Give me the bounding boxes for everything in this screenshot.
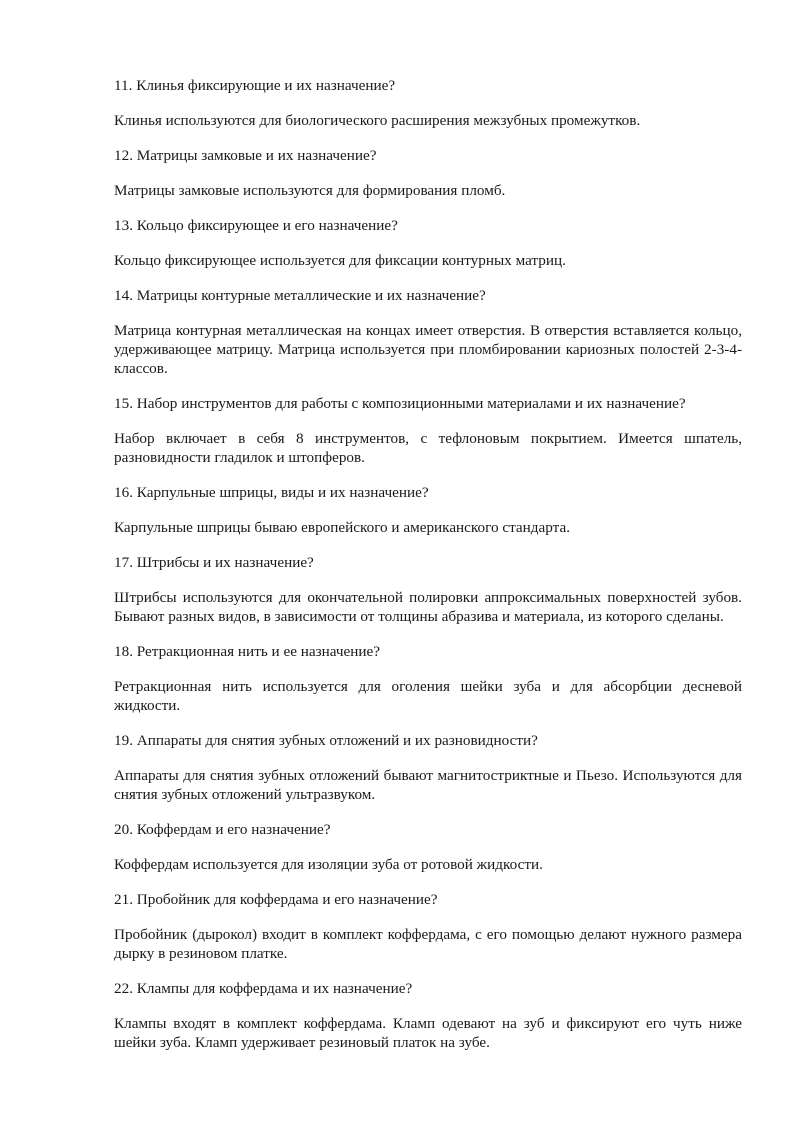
answer-13: Кольцо фиксирующее используется для фиксации контурных матриц. xyxy=(114,252,566,269)
question-19: 19. Аппараты для снятия зубных отложений и их разновидности? xyxy=(114,732,538,749)
answer-21: Пробойник (дырокол) входит в комплект коффердама, с его помощью делают нужного размера дырку в резиновом платке. xyxy=(114,926,742,962)
answer-16: Карпульные шприцы бываю европейского и американского стандарта. xyxy=(114,519,571,536)
answer-15: Набор включает в себя 8 инструментов, с тефлоновым покрытием. Имеется шпатель, разновидности гладилок и штопферов. xyxy=(114,430,742,466)
question-12: 12. Матрицы замковые и их назначение? xyxy=(114,147,377,164)
question-14: 14. Матрицы контурные металлические и их назначение? xyxy=(114,287,486,304)
answer-18: Ретракционная нить используется для оголения шейки зуба и для абсорбции десневой жидкости. xyxy=(114,678,742,714)
question-20: 20. Коффердам и его назначение? xyxy=(114,821,331,838)
answer-20: Коффердам используется для изоляции зуба от ротовой жидкости. xyxy=(114,856,543,873)
question-11: 11. Клинья фиксирующие и их назначение? xyxy=(114,77,396,94)
question-21: 21. Пробойник для коффердама и его назначение? xyxy=(114,891,438,908)
answer-14: Матрица контурная металлическая на концах имеет отверстия. В отверстия вставляется кольцо, удерживающее матрицу. Матрица используется при пломбировании кариозных полостей 2-3-4- классов. xyxy=(114,322,742,377)
answer-19: Аппараты для снятия зубных отложений бывают магнитостриктные и Пьезо. Используются для снятия зубных отложений ультразвуком. xyxy=(114,767,742,803)
question-18: 18. Ретракционная нить и ее назначение? xyxy=(114,643,380,660)
question-22: 22. Клампы для коффердама и их назначение? xyxy=(114,980,413,997)
question-13: 13. Кольцо фиксирующее и его назначение? xyxy=(114,217,398,234)
question-17: 17. Штрибсы и их назначение? xyxy=(114,554,314,571)
answer-12: Матрицы замковые используются для формирования пломб. xyxy=(114,182,506,199)
answer-22: Клампы входят в комплект коффердама. Кламп одевают на зуб и фиксируют его чуть ниже шейки зуба. Кламп удерживает резиновый платок на зубе. xyxy=(114,1015,742,1051)
document-page xyxy=(114,76,742,1068)
question-15: 15. Набор инструментов для работы с композиционными материалами и их назначение? xyxy=(114,395,686,412)
question-16: 16. Карпульные шприцы, виды и их назначение? xyxy=(114,484,429,501)
answer-17: Штрибсы используются для окончательной полировки аппроксимальных поверхностей зубов. Бывают разных видов, в зависимости от толщины абразива и материала, из которого сделаны. xyxy=(114,589,742,625)
answer-11: Клинья используются для биологического расширения межзубных промежутков. xyxy=(114,112,641,129)
